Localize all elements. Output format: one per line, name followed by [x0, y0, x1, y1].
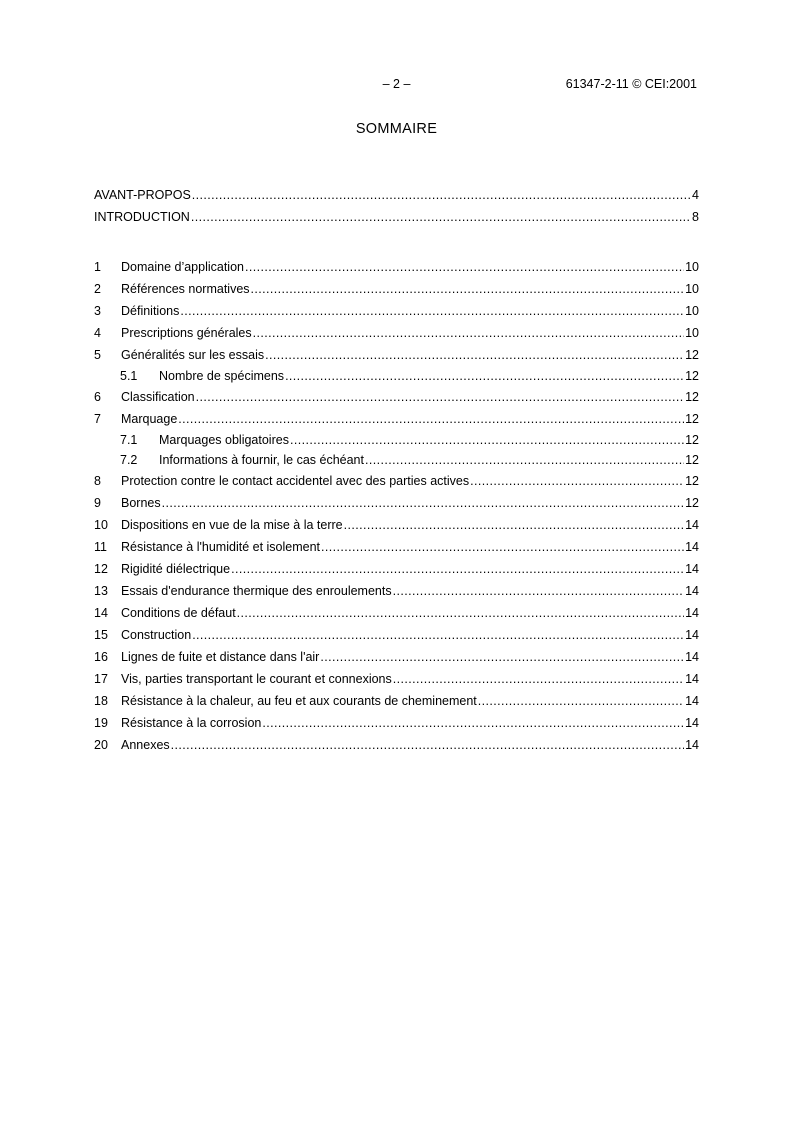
toc-entry-12[interactable]: [94, 558, 699, 580]
toc-dot-leader: [231, 558, 684, 580]
toc-entry-number: 18: [94, 694, 108, 708]
toc-page-number: 12: [685, 348, 699, 362]
toc-entry-label: Essais d'endurance thermique des enroulements: [121, 584, 392, 598]
toc-entry-label: Résistance à la chaleur, au feu et aux courants de cheminement: [121, 694, 477, 708]
toc-dot-leader: [265, 344, 684, 366]
toc-entry-number: 4: [94, 326, 101, 340]
toc-dot-leader: [191, 206, 691, 228]
toc-entry-16[interactable]: [94, 646, 699, 668]
toc-entry-label: Bornes: [121, 496, 161, 510]
toc-dot-leader: [478, 690, 684, 712]
toc-entry-number: 8: [94, 474, 101, 488]
toc-entry-label: Domaine d’application: [121, 260, 244, 274]
toc-page-number: 14: [685, 540, 699, 554]
toc-page-number: 14: [685, 738, 699, 752]
toc-dot-leader: [180, 300, 684, 322]
toc-page-number: 10: [685, 326, 699, 340]
toc-page-number: 12: [685, 412, 699, 426]
toc-entry-1[interactable]: [94, 256, 699, 278]
toc-entry-11[interactable]: [94, 536, 699, 558]
toc-page-number: 10: [685, 260, 699, 274]
toc-page-number: 14: [685, 562, 699, 576]
toc-entry-5[interactable]: [94, 344, 699, 366]
toc-entry-6[interactable]: [94, 386, 699, 408]
toc-page-number: 12: [685, 474, 699, 488]
toc-entry-label: AVANT-PROPOS: [94, 188, 191, 202]
toc-page-number: 14: [685, 650, 699, 664]
toc-dot-leader: [290, 430, 684, 450]
toc-page-number: 12: [685, 390, 699, 404]
toc-entry-number: 10: [94, 518, 108, 532]
toc-entry-label: Prescriptions générales: [121, 326, 252, 340]
toc-page-number: 8: [692, 210, 699, 224]
toc-entry-label: Résistance à la corrosion: [121, 716, 262, 730]
toc-entry-number: 1: [94, 260, 101, 274]
toc-main-entries: [94, 256, 699, 756]
toc-page-number: 14: [685, 518, 699, 532]
toc-entry-17[interactable]: [94, 668, 699, 690]
toc-entry-label: INTRODUCTION: [94, 210, 190, 224]
toc-entry-7-1[interactable]: [94, 430, 699, 450]
toc-entry-label: Références normatives: [121, 282, 250, 296]
toc-entry-7[interactable]: [94, 408, 699, 430]
toc-dot-leader: [285, 366, 684, 386]
toc-entry-number: 9: [94, 496, 101, 510]
toc-entry-7-2[interactable]: [94, 450, 699, 470]
toc-entry-number: 7: [94, 412, 101, 426]
toc-entry-4[interactable]: [94, 322, 699, 344]
toc-dot-leader: [162, 492, 684, 514]
toc-entry-14[interactable]: [94, 602, 699, 624]
toc-entry-label: Dispositions en vue de la mise à la terre: [121, 518, 343, 532]
toc-entry-label: Informations à fournir, le cas échéant: [159, 453, 364, 467]
toc-dot-leader: [196, 386, 684, 408]
toc-page-number: 12: [685, 369, 699, 383]
toc-page-number: 14: [685, 606, 699, 620]
page-title: SOMMAIRE: [355, 121, 438, 137]
toc-entry-number: 17: [94, 672, 108, 686]
toc-entry-number: 14: [94, 606, 108, 620]
toc-dot-leader: [320, 646, 684, 668]
toc-entry-18[interactable]: [94, 690, 699, 712]
toc-entry-number: 11: [94, 540, 107, 554]
toc-entry-number: 15: [94, 628, 108, 642]
document-reference: 61347-2-11 © CEI:2001: [565, 77, 697, 91]
toc-entry-number: 5: [94, 348, 101, 362]
toc-dot-leader: [321, 536, 684, 558]
toc-entry-number: 19: [94, 716, 108, 730]
toc-page-number: 12: [685, 453, 699, 467]
toc-entry-number: 20: [94, 738, 108, 752]
toc-entry-label: Classification: [121, 390, 195, 404]
toc-entry-label: Définitions: [121, 304, 180, 318]
toc-entry-label: Marquage: [121, 412, 178, 426]
toc-dot-leader: [237, 602, 684, 624]
toc-entry-label: Lignes de fuite et distance dans l'air: [121, 650, 320, 664]
toc-page-number: 10: [685, 304, 699, 318]
toc-entry-label: Annexes: [121, 738, 170, 752]
toc-entry-number: 13: [94, 584, 108, 598]
toc-entry-label: Vis, parties transportant le courant et connexions: [121, 672, 392, 686]
toc-entry-label: Nombre de spécimens: [159, 369, 285, 383]
toc-dot-leader: [251, 278, 685, 300]
toc-entry-label: Conditions de défaut: [121, 606, 236, 620]
toc-dot-leader: [393, 668, 684, 690]
toc-dot-leader: [393, 580, 684, 602]
toc-entry-number: 7.2: [120, 453, 138, 467]
toc-entry-13[interactable]: [94, 580, 699, 602]
toc-front-matter: [94, 184, 699, 228]
toc-page-number: 12: [685, 433, 699, 447]
toc-entry-label: Construction: [121, 628, 192, 642]
toc-dot-leader: [245, 256, 684, 278]
toc-page-number: 12: [685, 496, 699, 510]
toc-dot-leader: [365, 450, 684, 470]
toc-entry-number: 7.1: [120, 433, 138, 447]
toc-entry-avant-propos[interactable]: [94, 184, 699, 206]
toc-page-number: 14: [685, 694, 699, 708]
toc-page-number: 14: [685, 628, 699, 642]
toc-entry-20[interactable]: [94, 734, 699, 756]
toc-dot-leader: [192, 184, 691, 206]
page-number: – 2 –: [382, 77, 411, 91]
toc-entry-15[interactable]: [94, 624, 699, 646]
toc-entry-number: 5.1: [120, 369, 138, 383]
toc-entry-label: Résistance à l'humidité et isolement: [121, 540, 321, 554]
toc-page-number: 10: [685, 282, 699, 296]
toc-entry-label: Généralités sur les essais: [121, 348, 265, 362]
toc-page-number: 14: [685, 584, 699, 598]
toc-entry-8[interactable]: [94, 470, 699, 492]
toc-entry-number: 12: [94, 562, 108, 576]
toc-page-number: 4: [692, 188, 699, 202]
toc-entry-number: 6: [94, 390, 101, 404]
toc-entry-label: Rigidité diélectrique: [121, 562, 231, 576]
toc-entry-number: 2: [94, 282, 101, 296]
toc-entry-5-1[interactable]: [94, 366, 699, 386]
toc-entry-label: Protection contre le contact accidentel avec des parties actives: [121, 474, 470, 488]
toc-dot-leader: [262, 712, 684, 734]
toc-entry-10[interactable]: [94, 514, 699, 536]
toc-entry-3[interactable]: [94, 300, 699, 322]
toc-entry-9[interactable]: [94, 492, 699, 514]
toc-entry-2[interactable]: [94, 278, 699, 300]
toc-dot-leader: [253, 322, 684, 344]
toc-dot-leader: [171, 734, 684, 756]
toc-entry-19[interactable]: [94, 712, 699, 734]
toc-dot-leader: [192, 624, 684, 646]
toc-dot-leader: [178, 408, 684, 430]
toc-entry-number: 16: [94, 650, 108, 664]
toc-page-number: 14: [685, 672, 699, 686]
toc-page-number: 14: [685, 716, 699, 730]
toc-entry-introduction[interactable]: [94, 206, 699, 228]
toc-dot-leader: [344, 514, 684, 536]
toc-entry-label: Marquages obligatoires: [159, 433, 289, 447]
toc-entry-number: 3: [94, 304, 101, 318]
toc-dot-leader: [470, 470, 684, 492]
